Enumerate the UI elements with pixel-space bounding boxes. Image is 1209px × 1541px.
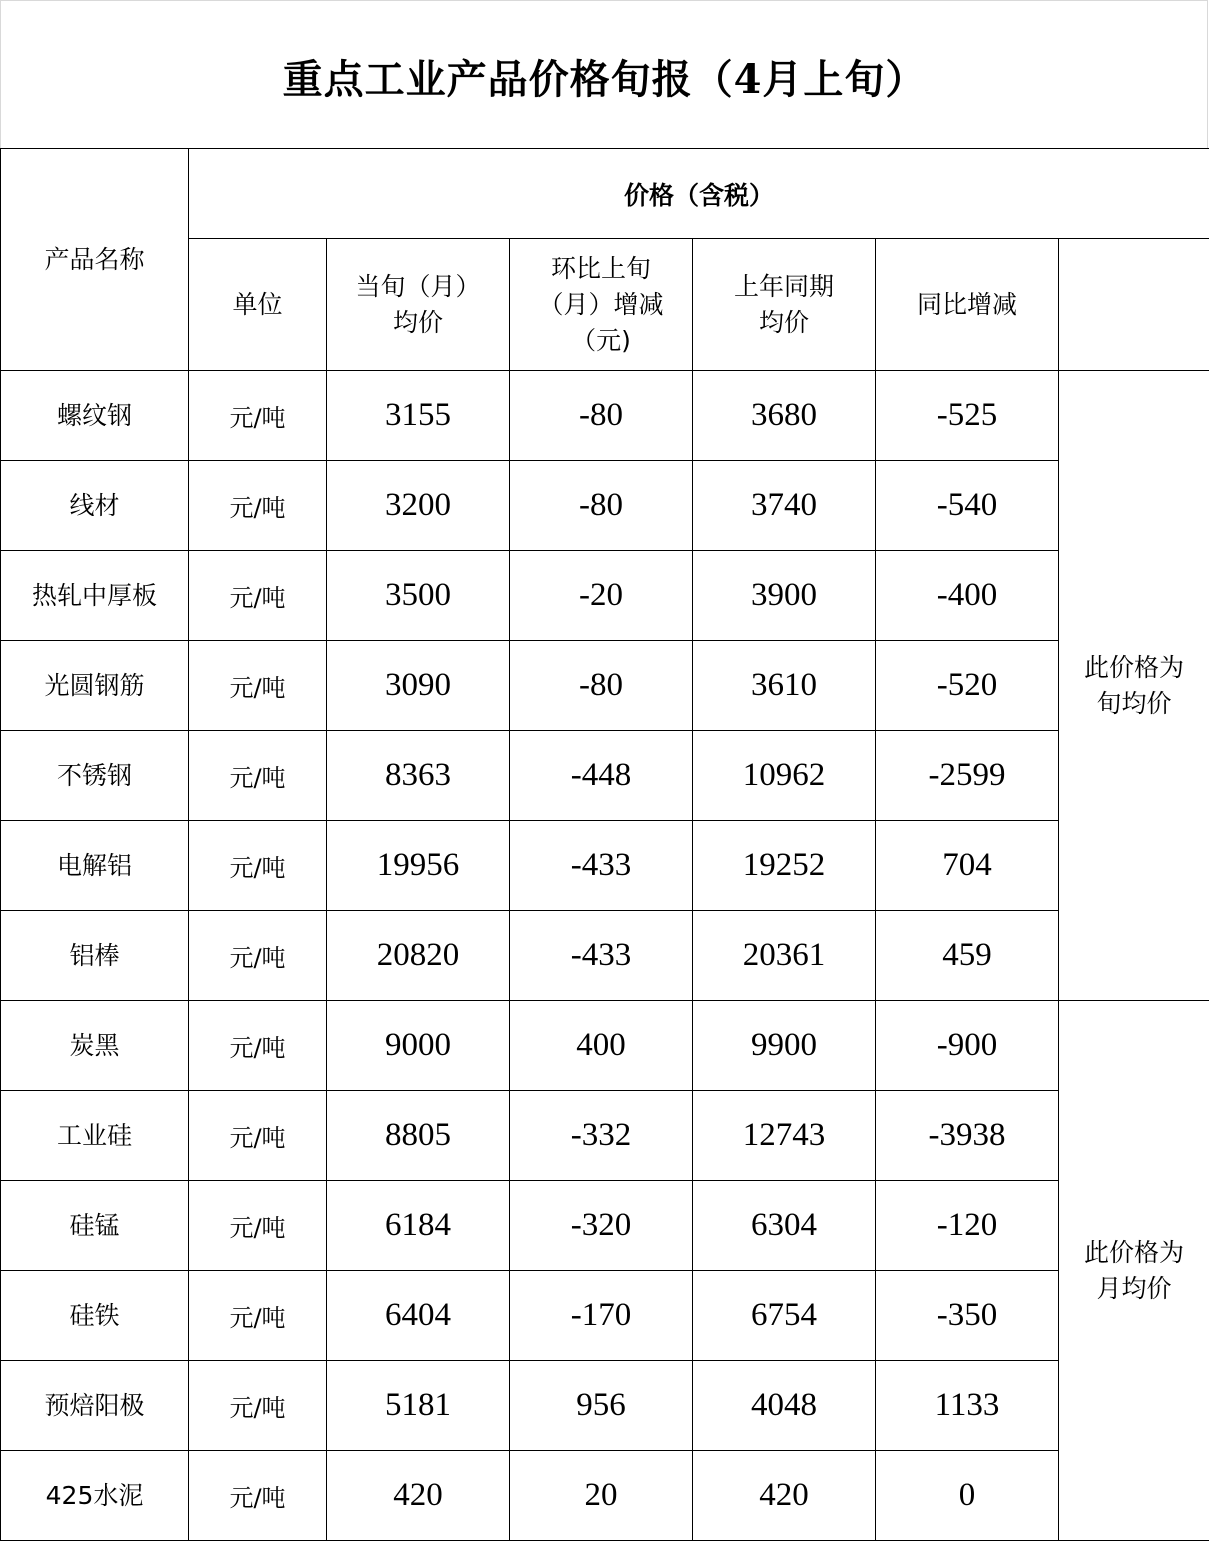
cell-product-name: 线材 — [1, 461, 189, 551]
cell-last-year-price: 9900 — [693, 1001, 876, 1091]
cell-product-name: 硅铁 — [1, 1271, 189, 1361]
cell-last-year-price: 3610 — [693, 641, 876, 731]
table-row — [1, 1451, 1209, 1541]
cell-product-name: 硅锰 — [1, 1181, 189, 1271]
header-unit: 单位 — [189, 239, 327, 371]
page-title: 重点工业产品价格旬报（4月上旬） — [282, 56, 927, 103]
cell-unit: 元/吨 — [189, 641, 327, 731]
table-row — [1, 911, 1209, 1001]
cell-product-name: 425水泥 — [1, 1451, 189, 1541]
note-dekad-average — [1059, 371, 1209, 1001]
cell-unit: 元/吨 — [189, 371, 327, 461]
cell-yoy-change: -350 — [876, 1271, 1059, 1361]
price-table — [0, 148, 1209, 1541]
header-last-year-price — [693, 239, 876, 371]
table-row — [1, 461, 1209, 551]
cell-current-price: 6404 — [327, 1271, 510, 1361]
cell-last-year-price: 4048 — [693, 1361, 876, 1451]
cell-last-year-price: 3740 — [693, 461, 876, 551]
note-line2: 月均价 — [1096, 1273, 1172, 1303]
table-row — [1, 821, 1209, 911]
cell-unit: 元/吨 — [189, 1451, 327, 1541]
cell-product-name: 不锈钢 — [1, 731, 189, 821]
cell-product-name: 电解铝 — [1, 821, 189, 911]
cell-yoy-change: -520 — [876, 641, 1059, 731]
cell-mom-change: -80 — [510, 641, 693, 731]
cell-unit: 元/吨 — [189, 1181, 327, 1271]
cell-current-price: 9000 — [327, 1001, 510, 1091]
cell-mom-change: 20 — [510, 1451, 693, 1541]
note-line2: 旬均价 — [1096, 688, 1172, 718]
cell-yoy-change: 1133 — [876, 1361, 1059, 1451]
cell-unit: 元/吨 — [189, 821, 327, 911]
table-row — [1, 1181, 1209, 1271]
cell-mom-change: -80 — [510, 461, 693, 551]
cell-product-name: 光圆钢筋 — [1, 641, 189, 731]
cell-current-price: 3500 — [327, 551, 510, 641]
cell-yoy-change: -3938 — [876, 1091, 1059, 1181]
cell-mom-change: -20 — [510, 551, 693, 641]
header-product-name: 产品名称 — [1, 149, 189, 371]
cell-unit: 元/吨 — [189, 1001, 327, 1091]
header-current-line2: 均价 — [392, 307, 443, 337]
cell-mom-change: -433 — [510, 911, 693, 1001]
cell-current-price: 5181 — [327, 1361, 510, 1451]
cell-last-year-price: 19252 — [693, 821, 876, 911]
header-current-price — [327, 239, 510, 371]
cell-last-year-price: 420 — [693, 1451, 876, 1541]
cell-unit: 元/吨 — [189, 551, 327, 641]
cell-current-price: 8805 — [327, 1091, 510, 1181]
table-row — [1, 1361, 1209, 1451]
cell-unit: 元/吨 — [189, 731, 327, 821]
cell-current-price: 6184 — [327, 1181, 510, 1271]
cell-last-year-price: 3680 — [693, 371, 876, 461]
table-row — [1, 551, 1209, 641]
cell-yoy-change: -2599 — [876, 731, 1059, 821]
header-price-group: 价格（含税） — [189, 149, 1209, 239]
header-mom-change — [510, 239, 693, 371]
cell-current-price: 420 — [327, 1451, 510, 1541]
cell-last-year-price: 12743 — [693, 1091, 876, 1181]
cell-last-year-price: 6304 — [693, 1181, 876, 1271]
cell-current-price: 3090 — [327, 641, 510, 731]
header-current-line1: 当旬（月） — [355, 271, 481, 301]
cell-last-year-price: 3900 — [693, 551, 876, 641]
cell-unit: 元/吨 — [189, 1271, 327, 1361]
header-row-1 — [1, 149, 1209, 239]
note-line1: 此价格为 — [1084, 652, 1185, 682]
header-last-year-line2: 均价 — [758, 307, 809, 337]
cell-unit: 元/吨 — [189, 1361, 327, 1451]
cell-unit: 元/吨 — [189, 911, 327, 1001]
table-row — [1, 731, 1209, 821]
header-mom-line3: （元) — [571, 325, 631, 355]
cell-unit: 元/吨 — [189, 461, 327, 551]
cell-yoy-change: -540 — [876, 461, 1059, 551]
cell-last-year-price: 10962 — [693, 731, 876, 821]
cell-product-name: 铝棒 — [1, 911, 189, 1001]
cell-current-price: 20820 — [327, 911, 510, 1001]
cell-last-year-price: 20361 — [693, 911, 876, 1001]
cell-mom-change: 956 — [510, 1361, 693, 1451]
table-row — [1, 641, 1209, 731]
cell-last-year-price: 6754 — [693, 1271, 876, 1361]
cell-mom-change: -80 — [510, 371, 693, 461]
cell-current-price: 3200 — [327, 461, 510, 551]
cell-mom-change: -170 — [510, 1271, 693, 1361]
table-row — [1, 1271, 1209, 1361]
cell-mom-change: 400 — [510, 1001, 693, 1091]
cell-yoy-change: 0 — [876, 1451, 1059, 1541]
cell-yoy-change: -900 — [876, 1001, 1059, 1091]
note-monthly-average — [1059, 1001, 1209, 1541]
cell-product-name: 热轧中厚板 — [1, 551, 189, 641]
cell-mom-change: -320 — [510, 1181, 693, 1271]
cell-mom-change: -433 — [510, 821, 693, 911]
cell-product-name: 工业硅 — [1, 1091, 189, 1181]
header-yoy-change: 同比增减 — [876, 239, 1059, 371]
table-row — [1, 1001, 1209, 1091]
header-mom-line2: （月）增减 — [538, 289, 664, 319]
cell-yoy-change: 459 — [876, 911, 1059, 1001]
header-last-year-line1: 上年同期 — [733, 271, 834, 301]
table-row — [1, 1091, 1209, 1181]
table-row — [1, 371, 1209, 461]
cell-current-price: 8363 — [327, 731, 510, 821]
cell-yoy-change: -120 — [876, 1181, 1059, 1271]
cell-mom-change: -332 — [510, 1091, 693, 1181]
cell-product-name: 螺纹钢 — [1, 371, 189, 461]
cell-current-price: 3155 — [327, 371, 510, 461]
header-mom-line1: 环比上旬 — [550, 253, 651, 283]
cell-current-price: 19956 — [327, 821, 510, 911]
cell-yoy-change: -525 — [876, 371, 1059, 461]
cell-product-name: 预焙阳极 — [1, 1361, 189, 1451]
note-line1: 此价格为 — [1084, 1237, 1185, 1267]
cell-yoy-change: -400 — [876, 551, 1059, 641]
cell-mom-change: -448 — [510, 731, 693, 821]
cell-product-name: 炭黑 — [1, 1001, 189, 1091]
cell-unit: 元/吨 — [189, 1091, 327, 1181]
cell-yoy-change: 704 — [876, 821, 1059, 911]
